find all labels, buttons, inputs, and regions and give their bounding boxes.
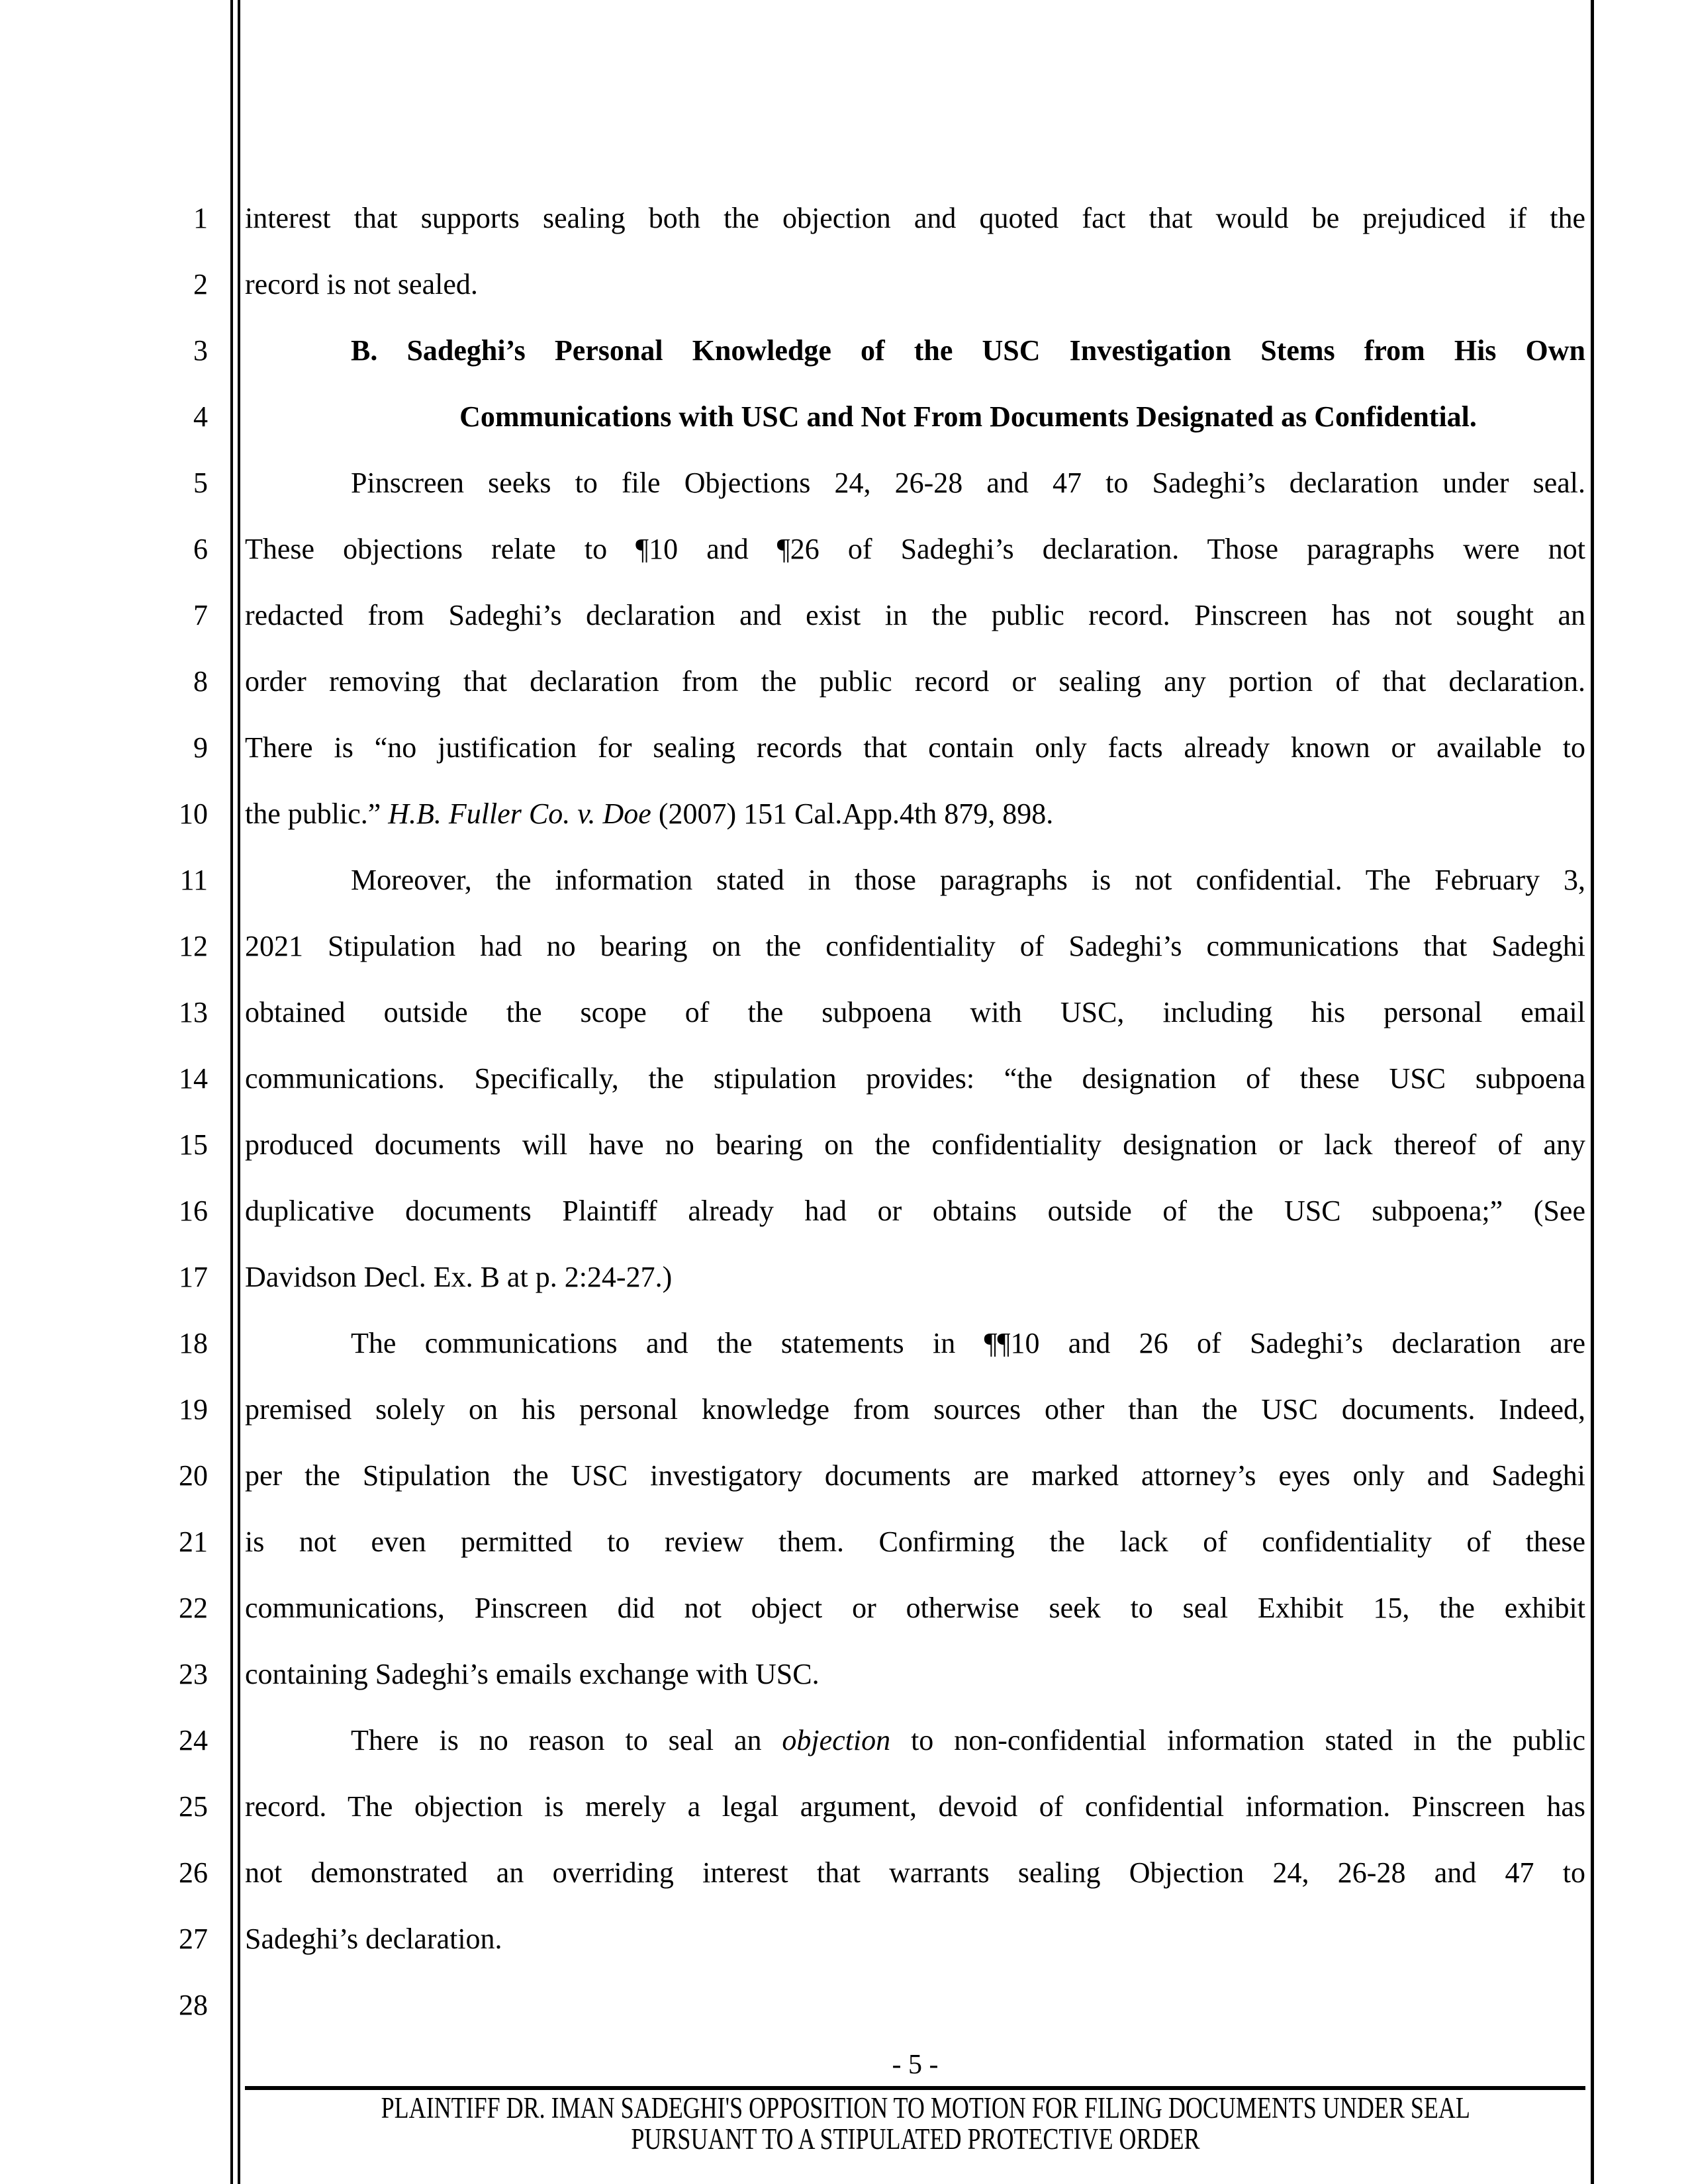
line-row-9 <box>0 715 1688 781</box>
line-text <box>245 1377 1585 1443</box>
line-row-1 <box>0 185 1688 251</box>
line-number: 16 <box>179 1195 208 1227</box>
line-text <box>245 847 1585 913</box>
line-text <box>245 1575 1585 1641</box>
line-text <box>245 1046 1585 1112</box>
text-segment: premised solely on his personal knowledge from sources other than the USC documents. Indeed, <box>245 1393 1585 1426</box>
line-text <box>245 715 1585 781</box>
line-row-2 <box>0 251 1688 318</box>
line-text <box>245 1707 1585 1774</box>
text-segment: Davidson Decl. Ex. B at p. 2:24-27.) <box>245 1261 673 1293</box>
italic-text-segment: H.B. Fuller Co. v. Doe <box>388 797 651 830</box>
line-number: 26 <box>179 1856 208 1889</box>
text-segment: is not even permitted to review them. Confirming the lack of confidentiality of these <box>245 1525 1585 1558</box>
text-segment: the public.” <box>245 797 389 830</box>
line-number: 20 <box>179 1459 208 1492</box>
line-row-22 <box>0 1575 1688 1641</box>
text-segment: produced documents will have no bearing on the confidentiality designation or lack thereof of any <box>245 1128 1585 1161</box>
text-segment: containing Sadeghi’s emails exchange with USC. <box>245 1658 820 1690</box>
line-text <box>245 649 1585 715</box>
line-number: 6 <box>193 533 208 565</box>
line-number: 22 <box>179 1592 208 1624</box>
line-number: 13 <box>179 996 208 1028</box>
text-segment: duplicative documents Plaintiff already had or obtains outside of the USC subpoena;” (See <box>245 1195 1585 1227</box>
line-text <box>245 1972 1585 2038</box>
text-segment: (2007) 151 Cal.App.4th 879, 898. <box>651 797 1054 830</box>
line-number: 4 <box>193 400 208 433</box>
line-row-20 <box>0 1443 1688 1509</box>
line-text <box>245 1178 1585 1244</box>
line-row-7 <box>0 582 1688 649</box>
line-row-15 <box>0 1112 1688 1178</box>
line-number: 7 <box>193 599 208 631</box>
line-number: 19 <box>179 1393 208 1426</box>
text-segment: These objections relate to ¶10 and ¶26 of Sadeghi’s declaration. Those paragraphs were not <box>245 533 1585 565</box>
line-row-3 <box>0 318 1688 384</box>
text-segment: obtained outside the scope of the subpoena with USC, including his personal email <box>245 996 1585 1028</box>
line-text <box>245 1906 1585 1972</box>
text-segment: not demonstrated an overriding interest that warrants sealing Objection 24, 26-28 and 47 to <box>245 1856 1585 1889</box>
line-number: 12 <box>179 930 208 962</box>
line-number: 14 <box>179 1062 208 1095</box>
line-text <box>245 516 1585 582</box>
text-segment: record is not sealed. <box>245 268 478 300</box>
line-number: 5 <box>193 467 208 499</box>
line-text <box>245 251 1585 318</box>
text-segment: The communications and the statements in ¶¶10 and 26 of Sadeghi’s declaration are <box>351 1327 1585 1359</box>
footer-title-block <box>245 2093 1585 2155</box>
text-segment: Moreover, the information stated in those paragraphs is not confidential. The February 3, <box>351 864 1585 896</box>
text-segment: Pinscreen seeks to file Objections 24, 26-28 and 47 to Sadeghi’s declaration under seal. <box>351 467 1585 499</box>
line-text <box>245 979 1585 1046</box>
text-segment: order removing that declaration from the public record or sealing any portion of that declaration. <box>245 665 1585 698</box>
footer-title-line-1: PLAINTIFF DR. IMAN SADEGHI'S OPPOSITION TO MOTION FOR FILING DOCUMENTS UNDER SEAL <box>381 2091 1470 2124</box>
line-row-6 <box>0 516 1688 582</box>
line-text <box>245 1112 1585 1178</box>
footer-rule <box>245 2086 1585 2090</box>
line-text <box>245 1244 1585 1310</box>
footer-title-line-2: PURSUANT TO A STIPULATED PROTECTIVE ORDER <box>630 2122 1200 2156</box>
line-row-28 <box>0 1972 1688 2038</box>
line-number: 15 <box>179 1128 208 1161</box>
line-number: 17 <box>179 1261 208 1293</box>
line-row-5 <box>0 450 1688 516</box>
line-row-10 <box>0 781 1688 847</box>
line-row-21 <box>0 1509 1688 1575</box>
line-text <box>245 1310 1585 1377</box>
line-row-17 <box>0 1244 1688 1310</box>
line-row-13 <box>0 979 1688 1046</box>
line-row-12 <box>0 913 1688 979</box>
line-row-26 <box>0 1840 1688 1906</box>
line-text <box>245 1840 1585 1906</box>
line-text <box>245 913 1585 979</box>
line-text <box>245 582 1585 649</box>
line-number: 25 <box>179 1790 208 1823</box>
text-segment: There is “no justification for sealing records that contain only facts already known or available to <box>245 731 1585 764</box>
line-number: 8 <box>193 665 208 698</box>
line-number: 23 <box>179 1658 208 1690</box>
line-text <box>245 384 1585 450</box>
text-segment: B. Sadeghi’s Personal Knowledge of the USC Investigation Stems from His Own <box>351 334 1585 367</box>
text-segment: per the Stipulation the USC investigatory documents are marked attorney’s eyes only and Sadeghi <box>245 1459 1585 1492</box>
italic-text-segment: objection <box>782 1724 891 1756</box>
line-row-18 <box>0 1310 1688 1377</box>
line-text <box>245 781 1585 847</box>
line-text <box>245 1774 1585 1840</box>
line-text <box>245 318 1585 384</box>
line-text <box>245 1443 1585 1509</box>
line-row-23 <box>0 1641 1688 1707</box>
text-segment: Sadeghi’s declaration. <box>245 1923 502 1955</box>
line-row-14 <box>0 1046 1688 1112</box>
line-row-4 <box>0 384 1688 450</box>
line-number: 18 <box>179 1327 208 1359</box>
text-segment: 2021 Stipulation had no bearing on the confidentiality of Sadeghi’s communications that Sadeghi <box>245 930 1585 962</box>
text-segment: record. The objection is merely a legal argument, devoid of confidential information. Pinscreen has <box>245 1790 1585 1823</box>
line-row-11 <box>0 847 1688 913</box>
line-text <box>245 185 1585 251</box>
line-number: 21 <box>179 1525 208 1558</box>
page-number: - 5 - <box>892 2050 939 2080</box>
line-number: 27 <box>179 1923 208 1955</box>
line-text <box>245 1641 1585 1707</box>
line-text <box>245 450 1585 516</box>
text-segment: interest that supports sealing both the objection and quoted fact that would be prejudiced if the <box>245 202 1585 234</box>
line-row-19 <box>0 1377 1688 1443</box>
text-segment: communications, Pinscreen did not object or otherwise seek to seal Exhibit 15, the exhibit <box>245 1592 1585 1624</box>
line-row-25 <box>0 1774 1688 1840</box>
text-segment: Communications with USC and Not From Documents Designated as Confidential. <box>459 400 1477 433</box>
text-segment: redacted from Sadeghi’s declaration and exist in the public record. Pinscreen has not sought an <box>245 599 1585 631</box>
line-number: 2 <box>193 268 208 300</box>
line-row-27 <box>0 1906 1688 1972</box>
text-segment: communications. Specifically, the stipulation provides: “the designation of these USC subpoena <box>245 1062 1585 1095</box>
text-segment: There is no reason to seal an <box>351 1724 782 1756</box>
line-row-24 <box>0 1707 1688 1774</box>
line-number: 9 <box>193 731 208 764</box>
line-number: 24 <box>179 1724 208 1756</box>
line-row-8 <box>0 649 1688 715</box>
line-row-16 <box>0 1178 1688 1244</box>
line-number: 28 <box>179 1989 208 2021</box>
line-number: 11 <box>179 864 208 896</box>
line-number: 3 <box>193 334 208 367</box>
line-number: 10 <box>179 797 208 830</box>
text-segment: to non-confidential information stated in the public <box>890 1724 1585 1756</box>
line-text <box>245 1509 1585 1575</box>
line-number: 1 <box>193 202 208 234</box>
